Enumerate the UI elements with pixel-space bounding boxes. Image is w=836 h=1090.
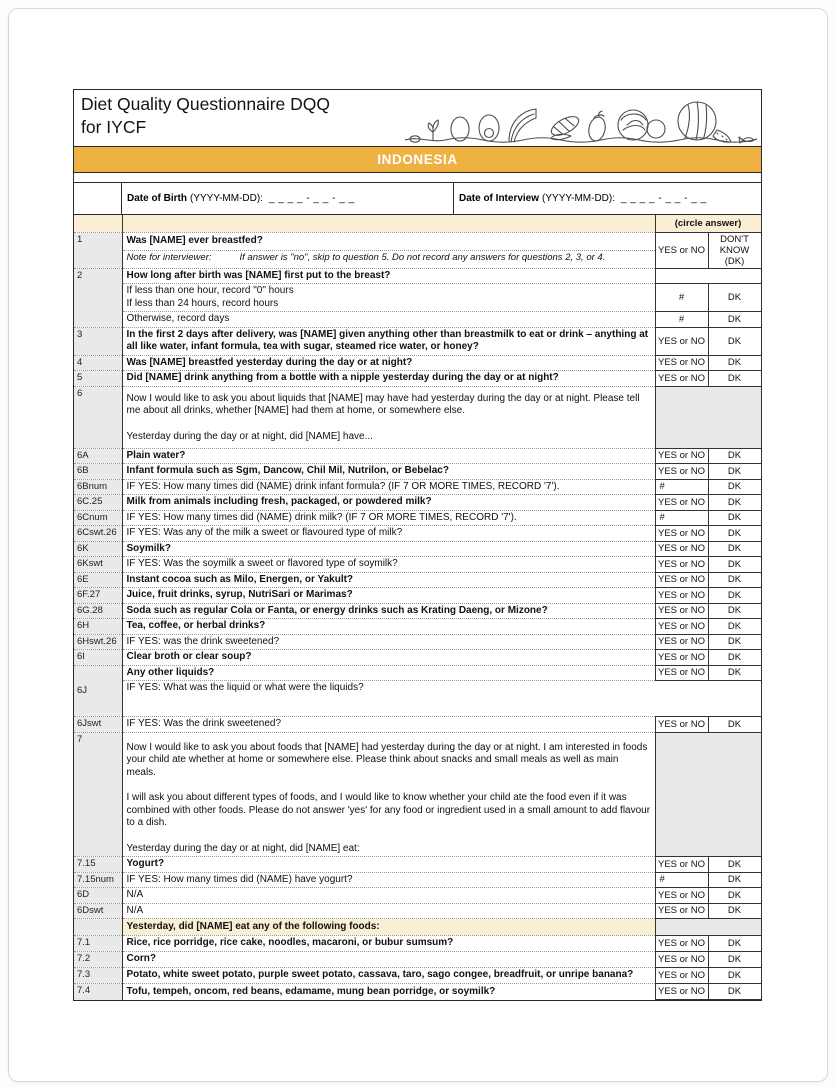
answer-dk[interactable]: DK <box>708 588 761 604</box>
answer-shaded-blank <box>655 919 761 936</box>
answer-dk[interactable]: DK <box>708 968 761 984</box>
answer-yes-no[interactable]: YES or NO <box>655 464 708 480</box>
date-of-birth-blank[interactable]: _ _ _ _ - _ _ - _ _ <box>268 193 355 204</box>
row-id: 7.1 <box>74 936 122 952</box>
question-text: Soda such as regular Cola or Fanta, or energy drinks such as Krating Daeng, or Mizone? <box>122 603 655 619</box>
instruction-line: If less than one hour, record "0" hours <box>126 285 294 296</box>
table-row-q73 <box>74 968 761 984</box>
title-block <box>74 90 761 147</box>
question-text: Tea, coffee, or herbal drinks? <box>122 619 655 635</box>
answer-yes-no[interactable]: YES or NO <box>655 541 708 557</box>
answer-yes-no[interactable]: YES or NO <box>655 903 708 919</box>
row-id: 5 <box>74 371 122 387</box>
table-row-q6Hswt26 <box>74 634 761 650</box>
question-text: Clear broth or clear soup? <box>122 650 655 666</box>
answer-dk[interactable]: DK <box>708 327 761 355</box>
row-id: 2 <box>74 268 122 327</box>
table-row-q71 <box>74 936 761 952</box>
answer-shaded-blank <box>655 732 761 857</box>
question-text: IF YES: was the drink sweetened? <box>122 634 655 650</box>
answer-yes-no[interactable]: YES or NO <box>655 526 708 542</box>
row-id: 7.15 <box>74 857 122 873</box>
table-row-q6G28 <box>74 603 761 619</box>
question-text: IF YES: Was any of the milk a sweet or flavoured type of milk? <box>122 526 655 542</box>
table-row-q6Bnum <box>74 479 761 495</box>
row-id: 7 <box>74 732 122 857</box>
questionnaire-table <box>74 215 762 1000</box>
row-id: 7.4 <box>74 984 122 1000</box>
question-text: Instant cocoa such as Milo, Energen, or Yakult? <box>122 572 655 588</box>
date-row <box>74 183 761 215</box>
answer-dk[interactable]: DK <box>708 665 761 681</box>
question-text <box>122 284 655 312</box>
question-text: Corn? <box>122 952 655 968</box>
question-text: How long after birth was [NAME] first put to the breast? <box>122 268 655 284</box>
table-row-q6F27 <box>74 588 761 604</box>
answer-number[interactable]: # <box>655 312 708 328</box>
answer-yes-no[interactable]: YES or NO <box>655 650 708 666</box>
answer-dk[interactable]: DK <box>708 857 761 873</box>
answer-yes-no[interactable]: YES or NO <box>655 634 708 650</box>
question-text: IF YES: How many times did (NAME) drink infant formula? (IF 7 OR MORE TIMES, RECORD '7'). <box>122 479 655 495</box>
question-text: Infant formula such as Sgm, Dancow, Chil Mil, Nutrilon, or Bebelac? <box>122 464 655 480</box>
table-row-q2 <box>74 268 761 284</box>
question-text: Juice, fruit drinks, syrup, NutriSari or Marimas? <box>122 588 655 604</box>
date-of-interview-field[interactable] <box>454 183 761 214</box>
row-id: 6K <box>74 541 122 557</box>
answer-number[interactable]: # <box>655 510 708 526</box>
answer-dk[interactable]: DK <box>708 872 761 888</box>
date-of-birth-field[interactable] <box>122 183 454 214</box>
answer-dk[interactable]: DK <box>708 903 761 919</box>
questionnaire-card <box>8 8 828 1082</box>
table-row-q6H <box>74 619 761 635</box>
row-id: 6A <box>74 448 122 464</box>
answer-yes-no[interactable]: YES or NO <box>655 952 708 968</box>
row-id: 6I <box>74 650 122 666</box>
answer-yes-no[interactable]: YES or NO <box>655 327 708 355</box>
table-row-q6Jswt <box>74 717 761 733</box>
instruction-line: If less than 24 hours, record hours <box>126 297 279 309</box>
answer-yes-no[interactable]: YES or NO <box>655 355 708 371</box>
table-row-q6J-any <box>74 665 761 681</box>
row-id: 6Bnum <box>74 479 122 495</box>
circle-answer-header: (circle answer) <box>655 215 761 232</box>
row-id: 6F.27 <box>74 588 122 604</box>
answer-dk[interactable]: DK <box>708 495 761 511</box>
table-row-q6C25 <box>74 495 761 511</box>
answer-yes-no[interactable]: YES or NO <box>655 717 708 733</box>
interviewer-note <box>122 250 655 268</box>
table-row-q6Dswt <box>74 903 761 919</box>
answer-dk[interactable]: DK <box>708 572 761 588</box>
table-row-q7-intro <box>74 732 761 857</box>
question-text: Tofu, tempeh, oncom, red beans, edamame, mung bean porridge, or soymilk? <box>122 984 655 1000</box>
answer-blank <box>655 268 761 284</box>
produce-line-art-illustration <box>405 96 757 146</box>
table-row-q72 <box>74 952 761 968</box>
answer-yes-no[interactable]: YES or NO <box>655 588 708 604</box>
question-text: Milk from animals including fresh, packaged, or powdered milk? <box>122 495 655 511</box>
answer-yes-no[interactable]: YES or NO <box>655 557 708 573</box>
answer-dk[interactable]: DK <box>708 634 761 650</box>
form-title-line2: for IYCF <box>81 117 147 138</box>
answer-dk[interactable]: DK <box>708 464 761 480</box>
answer-yes-no[interactable]: YES or NO <box>655 888 708 904</box>
table-row-q6Cswt26 <box>74 526 761 542</box>
question-text: Was [NAME] ever breastfed? <box>122 232 655 250</box>
spacer-row <box>74 173 761 183</box>
table-row-q2-days <box>74 312 761 328</box>
row-id: 6D <box>74 888 122 904</box>
table-row-q715num <box>74 872 761 888</box>
answer-dk[interactable]: DK <box>708 603 761 619</box>
row-id: 6B <box>74 464 122 480</box>
intro-paragraph: I will ask you about different types of foods, and I would like to know whether your child ate the food even if it was combined with other foods. Please do not answer 'yes' for any food or ingredient used in a small amount to add flavour to a dish. <box>126 792 651 828</box>
date-of-birth-format: (YYYY-MM-DD): <box>190 193 263 204</box>
answer-yes-no[interactable]: YES or NO <box>655 603 708 619</box>
row-id: 6E <box>74 572 122 588</box>
table-row-q6Kswt <box>74 557 761 573</box>
answer-shaded-blank <box>655 386 761 448</box>
row-id <box>74 919 122 936</box>
date-of-birth-label: Date of Birth <box>127 193 187 204</box>
question-text: Rice, rice porridge, rice cake, noodles, macaroni, or bubur sumsum? <box>122 936 655 952</box>
row-id: 6G.28 <box>74 603 122 619</box>
circle-answer-row <box>74 215 761 232</box>
row-id: 6Kswt <box>74 557 122 573</box>
open-answer-field[interactable]: IF YES: What was the liquid or what were the liquids? <box>122 681 761 717</box>
table-row-q6-intro <box>74 386 761 448</box>
question-text: Plain water? <box>122 448 655 464</box>
section-header-text: Yesterday, did [NAME] eat any of the following foods: <box>122 919 655 936</box>
table-row-q3 <box>74 327 761 355</box>
question-text: Did [NAME] drink anything from a bottle with a nipple yesterday during the day or at night? <box>122 371 655 387</box>
answer-yes-no[interactable]: YES or NO <box>655 984 708 1000</box>
answer-yes-no[interactable]: YES or NO <box>655 857 708 873</box>
date-of-interview-blank[interactable]: _ _ _ _ - _ _ - _ _ <box>621 193 707 204</box>
row-id: 6Cnum <box>74 510 122 526</box>
row-id: 7.3 <box>74 968 122 984</box>
answer-dk[interactable]: DK <box>708 479 761 495</box>
answer-yes-no[interactable]: YES or NO <box>655 448 708 464</box>
question-text: N/A <box>122 888 655 904</box>
row-id <box>74 215 122 232</box>
row-id: 6 <box>74 386 122 448</box>
answer-dk[interactable]: DK <box>708 526 761 542</box>
question-text: Yogurt? <box>122 857 655 873</box>
answer-dk[interactable]: DK <box>708 717 761 733</box>
answer-dk[interactable]: DK <box>708 650 761 666</box>
question-text: Any other liquids? <box>122 665 655 681</box>
table-row-q2-hours <box>74 284 761 312</box>
intro-paragraph: Yesterday during the day or at night, did [NAME] eat: <box>126 842 360 854</box>
answer-yes-no[interactable]: YES or NO <box>655 619 708 635</box>
table-row-q6A <box>74 448 761 464</box>
instruction-line: Otherwise, record days <box>122 312 655 328</box>
question-text: Was [NAME] breastfed yesterday during the day or at night? <box>122 355 655 371</box>
table-row-q715 <box>74 857 761 873</box>
row-id: 7.2 <box>74 952 122 968</box>
question-text: IF YES: How many times did (NAME) have yogurt? <box>122 872 655 888</box>
row-id: 6C.25 <box>74 495 122 511</box>
question-text: IF YES: Was the soymilk a sweet or flavored type of soymilk? <box>122 557 655 573</box>
table-row-q6E <box>74 572 761 588</box>
row-id: 3 <box>74 327 122 355</box>
row-id: 6J <box>74 665 122 717</box>
answer-dk[interactable]: DK <box>708 371 761 387</box>
answer-number[interactable]: # <box>655 284 708 312</box>
table-row-q5 <box>74 371 761 387</box>
section-intro-text <box>122 386 655 448</box>
table-row-q6D <box>74 888 761 904</box>
row-id: 6Dswt <box>74 903 122 919</box>
answer-yes-no[interactable]: YES or NO <box>655 936 708 952</box>
date-of-interview-label: Date of Interview <box>459 193 540 204</box>
row-id: 6H <box>74 619 122 635</box>
table-row-q6B <box>74 464 761 480</box>
answer-dk[interactable]: DK <box>708 888 761 904</box>
answer-yes-no[interactable]: YES or NO <box>655 572 708 588</box>
row-id: 6Hswt.26 <box>74 634 122 650</box>
table-row-q1 <box>74 232 761 250</box>
intro-paragraph: Now I would like to ask you about foods that [NAME] had yesterday during the day or at night. I am interested in foods your child ate whether at home or somewhere else. Please think about snacks and small meals as well as main meals. <box>126 741 648 778</box>
section-intro-text <box>122 732 655 857</box>
table-row-q6J-ifyes <box>74 681 761 717</box>
section-header-row <box>74 919 761 936</box>
date-of-interview-format: (YYYY-MM-DD): <box>542 193 615 204</box>
answer-dont-know[interactable]: DON'T KNOW (DK) <box>708 232 761 268</box>
table-row-q74 <box>74 984 761 1000</box>
answer-dk[interactable]: DK <box>708 619 761 635</box>
answer-dk[interactable]: DK <box>708 312 761 328</box>
question-text: Potato, white sweet potato, purple sweet potato, cassava, taro, sago congee, breadfruit, or unripe banana? <box>122 968 655 984</box>
answer-dk[interactable]: DK <box>708 541 761 557</box>
row-id: 6Cswt.26 <box>74 526 122 542</box>
answer-dk[interactable]: DK <box>708 984 761 1000</box>
question-text: IF YES: How many times did (NAME) drink milk? (IF 7 OR MORE TIMES, RECORD '7'). <box>122 510 655 526</box>
table-row-q6K <box>74 541 761 557</box>
question-text: Soymilk? <box>122 541 655 557</box>
questionnaire-sheet <box>73 89 762 1001</box>
country-banner: INDONESIA <box>74 147 761 173</box>
row-id: 7.15num <box>74 872 122 888</box>
note-label: Note for interviewer: <box>126 251 212 263</box>
date-row-id-cell <box>74 183 122 214</box>
answer-dk[interactable]: DK <box>708 355 761 371</box>
note-text: If answer is "no", skip to question 5. Do not record any answers for questions 2, 3, or 4. <box>239 251 606 263</box>
answer-yes-no[interactable]: YES or NO <box>655 232 708 268</box>
row-id: 1 <box>74 232 122 268</box>
row-id: 4 <box>74 355 122 371</box>
answer-dk[interactable]: DK <box>708 284 761 312</box>
form-title-line1: Diet Quality Questionnaire DQQ <box>81 94 330 114</box>
question-text: IF YES: Was the drink sweetened? <box>122 717 655 733</box>
intro-paragraph: Yesterday during the day or at night, did [NAME] have... <box>126 430 373 442</box>
answer-dk[interactable]: DK <box>708 448 761 464</box>
answer-yes-no[interactable]: YES or NO <box>655 495 708 511</box>
question-text: In the first 2 days after delivery, was [NAME] given anything other than breastmilk to eat or drink – anything at all like water, infant formula, tea with sugar, steamed rice water, or honey? <box>122 327 655 355</box>
table-row-q4 <box>74 355 761 371</box>
intro-paragraph: Now I would like to ask you about liquids that [NAME] may have had yesterday during the day or at night. Please tell me about all drinks, whether [NAME] had them at home, or somewhere else. <box>126 392 640 416</box>
question-text: N/A <box>122 903 655 919</box>
table-row-q6Cnum <box>74 510 761 526</box>
answer-number[interactable]: # <box>655 872 708 888</box>
answer-dk[interactable]: DK <box>708 952 761 968</box>
answer-yes-no[interactable]: YES or NO <box>655 665 708 681</box>
form-title <box>74 90 332 146</box>
answer-dk[interactable]: DK <box>708 510 761 526</box>
question-text <box>122 215 655 232</box>
answer-number[interactable]: # <box>655 479 708 495</box>
table-row-q6I <box>74 650 761 666</box>
answer-dk[interactable]: DK <box>708 936 761 952</box>
answer-dk[interactable]: DK <box>708 557 761 573</box>
row-id: 6Jswt <box>74 717 122 733</box>
answer-yes-no[interactable]: YES or NO <box>655 968 708 984</box>
answer-yes-no[interactable]: YES or NO <box>655 371 708 387</box>
